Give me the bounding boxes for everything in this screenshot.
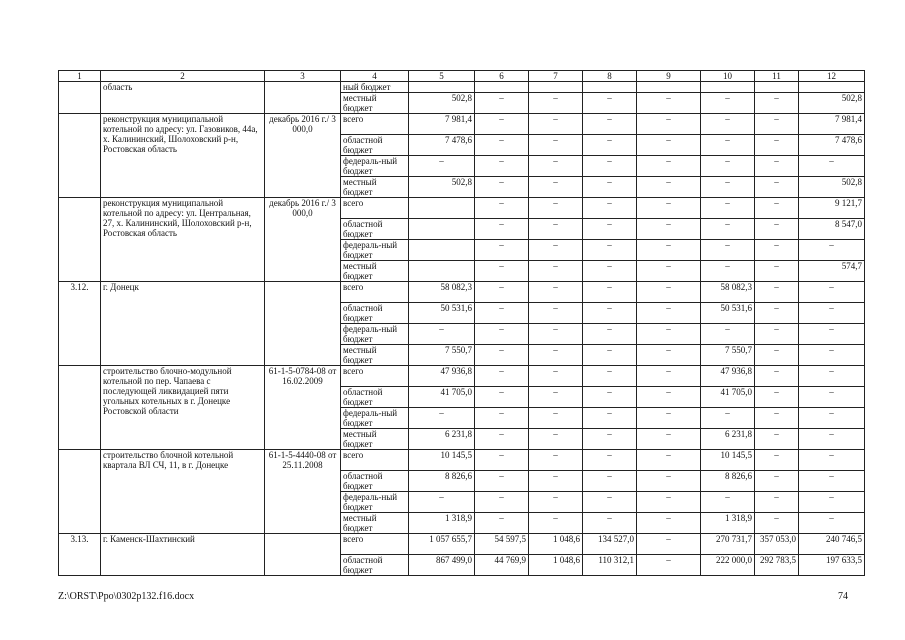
section-number-cell [59,198,101,282]
value-cell: 867 499,0 [409,555,475,576]
table-row [59,82,865,93]
value-cell: – [475,387,529,408]
value-cell: – [475,114,529,135]
funding-source-cell: федераль-ный бюджет [341,156,409,177]
value-cell: – [583,135,637,156]
value-cell [755,82,799,93]
value-cell: – [637,471,701,492]
value-cell: – [475,408,529,429]
value-cell: – [529,345,583,366]
value-cell: – [755,429,799,450]
value-cell: – [529,93,583,114]
funding-source-cell: всего [341,366,409,387]
table-row [59,114,865,135]
value-cell: – [529,471,583,492]
value-cell: – [637,282,701,303]
value-cell [701,82,755,93]
date-cell: декабрь 2016 г./ 3 000,0 [265,114,341,198]
section-number-cell [59,450,101,534]
date-cell: декабрь 2016 г./ 3 000,0 [265,198,341,282]
value-cell: – [637,156,701,177]
footer-file-path: Z:\ORST\Ppo\0302p132.f16.docx [58,591,195,602]
footer-page-number: 74 [838,591,848,602]
value-cell: – [475,429,529,450]
funding-source-cell: местный бюджет [341,177,409,198]
date-cell [265,282,341,366]
value-cell: 8 826,6 [701,471,755,492]
value-cell: – [701,408,755,429]
value-cell [529,82,583,93]
value-cell: – [475,135,529,156]
value-cell: 502,8 [799,177,865,198]
object-name-cell: реконструкция муниципальной котельной по адресу: ул. Газовиков, 44а, х. Калининский, Шолоховский р-н, Ростовская область [101,114,265,198]
value-cell: – [701,261,755,282]
value-cell: – [637,135,701,156]
value-cell: – [701,324,755,345]
value-cell: 8 826,6 [409,471,475,492]
date-cell [265,82,341,114]
value-cell: – [637,177,701,198]
object-name-cell: строительство блочной котельной квартала ВЛ СЧ, 11, в г. Донецке [101,450,265,534]
table-row [59,282,865,303]
value-cell: – [583,261,637,282]
table-row [59,198,865,219]
value-cell: – [475,324,529,345]
value-cell: – [475,471,529,492]
value-cell: – [637,303,701,324]
value-cell: – [701,177,755,198]
value-cell: – [583,240,637,261]
value-cell: – [799,240,865,261]
value-cell: – [755,240,799,261]
value-cell: 292 783,5 [755,555,799,576]
value-cell: – [583,408,637,429]
value-cell: – [755,198,799,219]
value-cell: – [529,303,583,324]
column-number-row [59,71,865,82]
col-header-4: 4 [341,71,409,82]
funding-source-cell: федераль-ный бюджет [341,492,409,513]
value-cell: – [529,450,583,471]
value-cell: – [637,93,701,114]
value-cell: 50 531,6 [409,303,475,324]
value-cell: 6 231,8 [409,429,475,450]
value-cell: – [583,114,637,135]
value-cell: – [529,156,583,177]
value-cell: – [637,513,701,534]
value-cell: – [583,492,637,513]
value-cell: – [755,492,799,513]
value-cell: – [583,198,637,219]
col-header-7: 7 [529,71,583,82]
col-header-12: 12 [799,71,865,82]
date-cell: 61-1-5-0784-08 от 16.02.2009 [265,366,341,450]
date-cell: 61-1-5-4440-08 от 25.11.2008 [265,450,341,534]
section-number-cell [59,114,101,198]
value-cell: – [637,387,701,408]
value-cell: – [755,93,799,114]
value-cell: 574,7 [799,261,865,282]
value-cell: – [529,429,583,450]
col-header-5: 5 [409,71,475,82]
value-cell: 7 981,4 [409,114,475,135]
value-cell: – [475,93,529,114]
funding-source-cell: местный бюджет [341,429,409,450]
value-cell: 9 121,7 [799,198,865,219]
col-header-8: 8 [583,71,637,82]
value-cell: – [637,366,701,387]
value-cell: – [529,114,583,135]
value-cell: 8 547,0 [799,219,865,240]
value-cell: – [529,282,583,303]
value-cell [409,261,475,282]
value-cell: – [583,471,637,492]
value-cell: – [701,219,755,240]
col-header-11: 11 [755,71,799,82]
funding-source-cell: областной бюджет [341,303,409,324]
value-cell: – [701,135,755,156]
value-cell: – [755,114,799,135]
value-cell: – [637,408,701,429]
value-cell: – [529,366,583,387]
value-cell: – [701,156,755,177]
value-cell: 270 731,7 [701,534,755,555]
budget-table [58,70,865,576]
value-cell: – [637,492,701,513]
value-cell: – [475,177,529,198]
section-number-cell [59,82,101,114]
value-cell: – [637,198,701,219]
section-number-cell: 3.13. [59,534,101,576]
table-body [59,71,865,576]
value-cell: – [701,240,755,261]
date-cell [265,534,341,576]
value-cell: 222 000,0 [701,555,755,576]
value-cell: 7 981,4 [799,114,865,135]
value-cell: – [583,303,637,324]
value-cell: 110 312,1 [583,555,637,576]
value-cell: – [701,198,755,219]
value-cell: – [755,324,799,345]
value-cell: 41 705,0 [701,387,755,408]
col-header-3: 3 [265,71,341,82]
value-cell: – [529,135,583,156]
table-row [59,450,865,471]
value-cell: – [409,324,475,345]
value-cell: – [755,135,799,156]
col-header-6: 6 [475,71,529,82]
object-name-cell: г. Каменск-Шахтинский [101,534,265,576]
funding-source-cell: областной бюджет [341,219,409,240]
value-cell: – [529,324,583,345]
value-cell: – [475,513,529,534]
col-header-10: 10 [701,71,755,82]
value-cell: – [475,198,529,219]
value-cell: – [409,408,475,429]
funding-source-cell: всего [341,450,409,471]
value-cell: – [799,450,865,471]
value-cell: – [799,324,865,345]
value-cell: – [637,534,701,555]
object-name-cell: строительство блочно-модульной котельной по пер. Чапаева с последующей ликвидацией пяти угольных котельных в г. Донецке Ростовской области [101,366,265,450]
value-cell: – [637,555,701,576]
value-cell: – [475,345,529,366]
value-cell: – [475,156,529,177]
funding-source-cell: областной бюджет [341,555,409,576]
value-cell: – [529,198,583,219]
value-cell: – [475,450,529,471]
value-cell: – [529,408,583,429]
funding-source-cell: областной бюджет [341,135,409,156]
value-cell: 502,8 [799,93,865,114]
value-cell: – [529,177,583,198]
value-cell: – [799,282,865,303]
value-cell: – [475,261,529,282]
value-cell: 7 550,7 [409,345,475,366]
value-cell: – [583,429,637,450]
value-cell: 6 231,8 [701,429,755,450]
value-cell: – [637,450,701,471]
value-cell: – [529,261,583,282]
value-cell: 1 057 655,7 [409,534,475,555]
value-cell: – [755,513,799,534]
value-cell: – [475,492,529,513]
funding-source-cell: местный бюджет [341,93,409,114]
value-cell: – [799,345,865,366]
value-cell: – [475,303,529,324]
col-header-2: 2 [101,71,265,82]
funding-source-cell: всего [341,534,409,555]
value-cell: 1 318,9 [701,513,755,534]
value-cell: – [755,177,799,198]
value-cell: – [583,450,637,471]
funding-source-cell: федераль-ный бюджет [341,408,409,429]
value-cell: 58 082,3 [701,282,755,303]
value-cell: – [799,303,865,324]
value-cell: 47 936,8 [701,366,755,387]
value-cell: 197 633,5 [799,555,865,576]
value-cell: – [529,387,583,408]
value-cell: 357 053,0 [755,534,799,555]
value-cell: 7 478,6 [409,135,475,156]
value-cell: – [475,282,529,303]
value-cell: – [701,492,755,513]
value-cell [409,219,475,240]
value-cell: – [583,345,637,366]
value-cell: 134 527,0 [583,534,637,555]
value-cell: – [799,366,865,387]
value-cell: – [583,93,637,114]
value-cell: – [475,240,529,261]
value-cell: – [637,219,701,240]
section-number-cell: 3.12. [59,282,101,366]
value-cell: – [799,471,865,492]
value-cell: 44 769,9 [475,555,529,576]
value-cell: – [755,219,799,240]
value-cell [475,82,529,93]
value-cell: 502,8 [409,177,475,198]
table-row [59,366,865,387]
value-cell: – [475,366,529,387]
value-cell: – [583,219,637,240]
value-cell: – [755,261,799,282]
value-cell: – [583,282,637,303]
value-cell: 41 705,0 [409,387,475,408]
value-cell: 1 048,6 [529,534,583,555]
value-cell: – [799,156,865,177]
value-cell: – [755,366,799,387]
value-cell: – [529,219,583,240]
value-cell [637,82,701,93]
funding-source-cell: федераль-ный бюджет [341,240,409,261]
table-row [59,534,865,555]
value-cell: 1 048,6 [529,555,583,576]
value-cell: 240 746,5 [799,534,865,555]
value-cell: – [529,492,583,513]
value-cell: – [409,156,475,177]
value-cell: – [583,387,637,408]
funding-source-cell: местный бюджет [341,261,409,282]
object-name-cell: реконструкция муниципальной котельной по адресу: ул. Центральная, 27, х. Калининский, Шолоховский р-н, Ростовская область [101,198,265,282]
value-cell: – [583,324,637,345]
value-cell: – [637,345,701,366]
value-cell: – [529,513,583,534]
value-cell [799,82,865,93]
value-cell: – [475,219,529,240]
col-header-1: 1 [59,71,101,82]
value-cell: – [755,450,799,471]
value-cell: – [637,240,701,261]
value-cell: – [637,429,701,450]
value-cell: 58 082,3 [409,282,475,303]
value-cell: – [637,114,701,135]
value-cell: 1 318,9 [409,513,475,534]
value-cell: – [799,513,865,534]
value-cell: 7 478,6 [799,135,865,156]
value-cell: – [799,387,865,408]
value-cell: – [583,156,637,177]
value-cell: 10 145,5 [701,450,755,471]
value-cell: 47 936,8 [409,366,475,387]
funding-source-cell: ный бюджет [341,82,409,93]
value-cell: 54 597,5 [475,534,529,555]
value-cell: – [755,303,799,324]
value-cell: 7 550,7 [701,345,755,366]
object-name-cell: область [101,82,265,114]
value-cell: – [701,93,755,114]
value-cell: – [529,240,583,261]
value-cell [409,198,475,219]
value-cell: – [755,156,799,177]
value-cell [409,240,475,261]
object-name-cell: г. Донецк [101,282,265,366]
value-cell: – [799,429,865,450]
value-cell: – [799,408,865,429]
value-cell [583,82,637,93]
value-cell: – [583,366,637,387]
value-cell: – [583,513,637,534]
value-cell: – [755,387,799,408]
value-cell: – [637,324,701,345]
value-cell: – [755,408,799,429]
section-number-cell [59,366,101,450]
value-cell: 502,8 [409,93,475,114]
funding-source-cell: местный бюджет [341,513,409,534]
funding-source-cell: всего [341,282,409,303]
value-cell: – [637,261,701,282]
value-cell: – [755,282,799,303]
value-cell: 10 145,5 [409,450,475,471]
funding-source-cell: федераль-ный бюджет [341,324,409,345]
value-cell: 50 531,6 [701,303,755,324]
value-cell: – [701,114,755,135]
funding-source-cell: всего [341,114,409,135]
value-cell: – [755,345,799,366]
funding-source-cell: всего [341,198,409,219]
funding-source-cell: областной бюджет [341,387,409,408]
funding-source-cell: местный бюджет [341,345,409,366]
value-cell [409,82,475,93]
value-cell: – [409,492,475,513]
value-cell: – [799,492,865,513]
value-cell: – [755,471,799,492]
col-header-9: 9 [637,71,701,82]
funding-source-cell: областной бюджет [341,471,409,492]
value-cell: – [583,177,637,198]
